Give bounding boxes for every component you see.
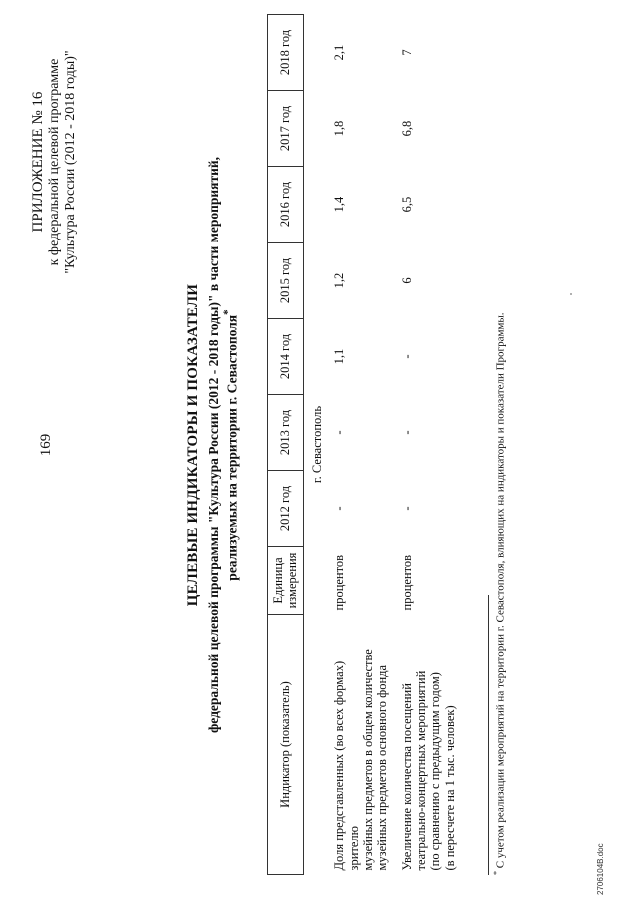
header-indicator: Индикатор (показатель) <box>268 615 304 875</box>
appendix-line-2: "Культура России (2012 - 2018 годы)" <box>63 50 79 274</box>
footnote-mark: * <box>492 871 501 875</box>
header-unit <box>268 547 304 615</box>
subtitle-line-2 <box>222 135 241 755</box>
subtitle <box>206 135 241 755</box>
value-cell: 6,5 <box>399 196 414 213</box>
table-header-row <box>268 15 304 875</box>
value-cell: - <box>332 430 347 435</box>
scan-speck <box>570 293 572 295</box>
value-cell: - <box>399 354 414 359</box>
table-row <box>328 15 396 875</box>
header-unit-line-2: измерения <box>285 552 300 609</box>
header-year: 2015 год <box>268 243 304 319</box>
header-year: 2012 год <box>268 471 304 547</box>
value-cell: 1,1 <box>332 348 347 365</box>
document-id: 2706104В.doc <box>596 843 605 895</box>
value-cell: 2,1 <box>332 44 347 61</box>
value-cell: - <box>332 506 347 511</box>
value-cell: 1,4 <box>332 196 347 213</box>
value-cell: 6 <box>399 277 414 284</box>
main-title: ЦЕЛЕВЫЕ ИНДИКАТОРЫ И ПОКАЗАТЕЛИ <box>185 283 201 607</box>
header-year: 2017 год <box>268 91 304 167</box>
value-cell: 1,2 <box>332 272 347 289</box>
value-cell: 1,8 <box>332 120 347 137</box>
value-cell: - <box>399 430 414 435</box>
footnote-text: С учетом реализации мероприятий на территории г. Севастополя, влияющих на индикаторы и показатели Программы. <box>494 312 507 869</box>
appendix-line-1: к федеральной целевой программе <box>47 58 63 266</box>
indicator-line: (в пересчете на 1 тыс. человек) <box>442 705 457 871</box>
value-cell: - <box>399 506 414 511</box>
footnote-divider <box>488 595 489 875</box>
indicator-line: театрально-концертных мероприятий <box>414 670 428 871</box>
region-label: г. Севастополь <box>309 405 324 484</box>
region-row <box>303 15 328 875</box>
unit-cell: процентов <box>332 554 347 611</box>
title-block <box>185 135 241 755</box>
appendix-header <box>30 12 79 312</box>
footnote <box>492 75 507 875</box>
indicator-cell <box>396 615 464 875</box>
appendix-title: ПРИЛОЖЕНИЕ № 16 <box>30 91 46 233</box>
indicator-line: Доля представленных (во всех формах) зрителю <box>332 660 361 871</box>
value-cell: 7 <box>399 49 414 56</box>
indicator-cell <box>328 615 396 875</box>
table-row <box>396 15 464 875</box>
subtitle-footnote-mark: * <box>222 309 235 315</box>
subtitle-line-1: федеральной целевой программы "Культура России (2012 - 2018 годы)" в части мероприятий, <box>206 156 221 734</box>
header-year: 2016 год <box>268 167 304 243</box>
header-year: 2013 год <box>268 395 304 471</box>
indicator-line: Увеличение количества посещений <box>399 683 414 871</box>
header-year: 2014 год <box>268 319 304 395</box>
header-unit-line-1: Единица <box>271 557 285 604</box>
subtitle-line-2-text: реализуемых на территории г. Севастополя <box>224 314 240 581</box>
indicator-line: музейных предметов в общем количестве <box>360 649 375 871</box>
page-number: 169 <box>38 433 54 457</box>
value-cell: 6,8 <box>399 120 414 137</box>
indicators-table <box>267 14 463 875</box>
unit-cell: процентов <box>399 554 414 611</box>
header-year: 2018 год <box>268 15 304 91</box>
indicator-line: музейных предметов основного фонда <box>375 664 390 871</box>
indicator-line: (по сравнению с предыдущим годом) <box>428 672 443 871</box>
